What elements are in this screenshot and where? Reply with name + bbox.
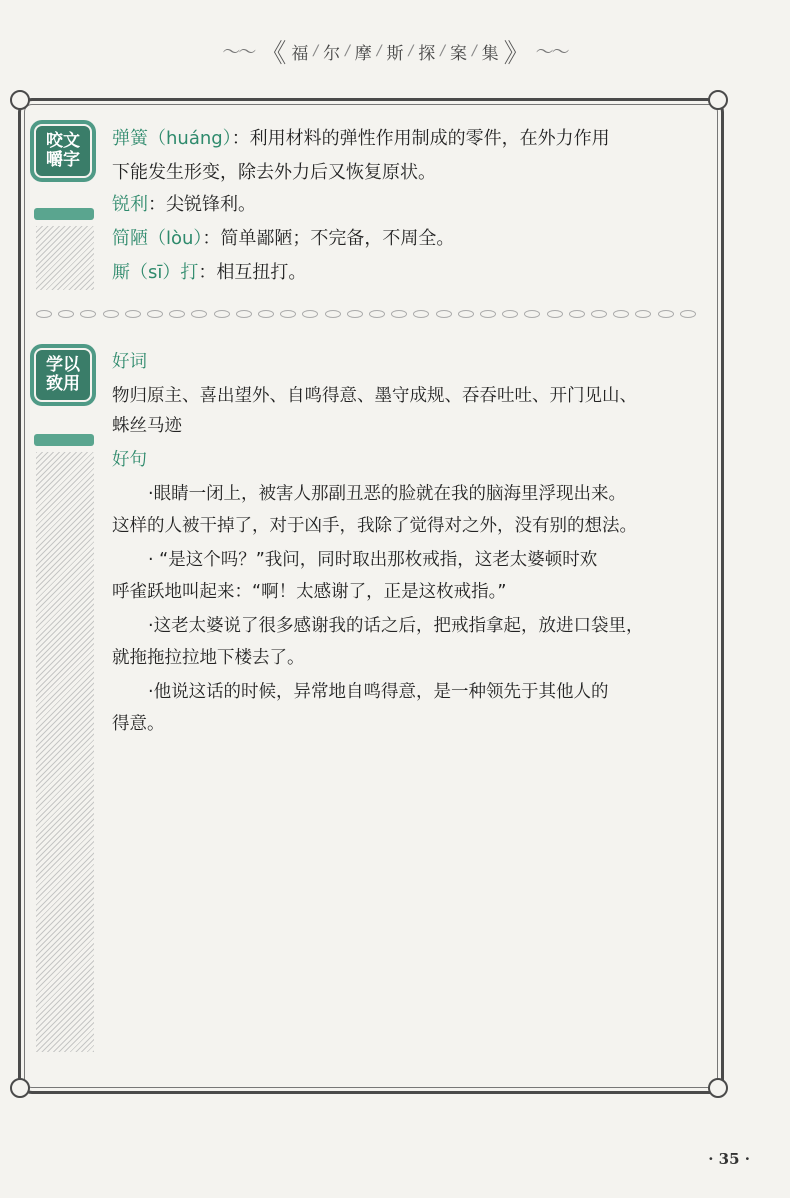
header-wave-left: 〜〜 bbox=[222, 42, 255, 63]
words-line: 蛛丝马迹 bbox=[112, 416, 182, 436]
sentence-line: 呼雀跃地叫起来：“啊！太感谢了，正是这枚戒指。” bbox=[112, 582, 507, 602]
badge-label-line: 咬文 bbox=[46, 131, 80, 151]
glossary-definition: ：相互扭打。 bbox=[198, 262, 307, 283]
glossary-term: 锐利 bbox=[112, 194, 148, 215]
sentence-line: ·他说这话的时候，异常地自鸣得意，是一种领先于其他人的 bbox=[148, 682, 609, 702]
words-line: 物归原主、喜出望外、自鸣得意、墨守成规、吞吞吐吐、开门见山、 bbox=[112, 386, 637, 406]
badge-bar bbox=[34, 208, 94, 220]
sentence-line: ·这老太婆说了很多感谢我的话之后，把戒指拿起，放进口袋里， bbox=[148, 616, 644, 636]
badge-label-line: 学以 bbox=[46, 355, 80, 375]
glossary-term: 弹簧（huáng） bbox=[112, 128, 232, 149]
header-char: 斯 bbox=[386, 43, 404, 64]
running-header bbox=[0, 36, 790, 69]
words-heading: 好词 bbox=[112, 352, 147, 372]
header-bracket-left: 《 bbox=[260, 38, 287, 69]
badge-bar bbox=[34, 434, 94, 446]
glossary-entry bbox=[112, 124, 697, 150]
frame-corner-ornament bbox=[708, 1078, 728, 1098]
page-number: · 35 · bbox=[708, 1150, 750, 1168]
sentences-heading: 好句 bbox=[112, 450, 147, 470]
header-char: 集 bbox=[481, 43, 499, 64]
glossary-entry bbox=[112, 258, 306, 284]
glossary-entry bbox=[112, 224, 454, 250]
glossary-term: 厮（sī）打 bbox=[112, 262, 199, 283]
sentence-line: 得意。 bbox=[112, 714, 165, 734]
badge-vocabulary bbox=[30, 120, 96, 182]
frame-corner-ornament bbox=[10, 1078, 30, 1098]
badge-label-line: 致用 bbox=[46, 374, 80, 394]
sentence-line: 这样的人被干掉了，对于凶手，我除了觉得对之外，没有别的想法。 bbox=[112, 516, 637, 536]
header-char: 案 bbox=[449, 43, 467, 64]
frame-corner-ornament bbox=[708, 90, 728, 110]
hatch-decoration bbox=[36, 452, 94, 1052]
ornamental-divider bbox=[36, 306, 696, 322]
header-wave-right: 〜〜 bbox=[535, 42, 568, 63]
badge-application bbox=[30, 344, 96, 406]
hatch-decoration bbox=[36, 226, 94, 290]
header-char: 尔 bbox=[323, 43, 341, 64]
glossary-term: 简陋（lòu） bbox=[112, 228, 203, 249]
sentence-line: 就拖拖拉拉地下楼去了。 bbox=[112, 648, 305, 668]
glossary-entry-continued bbox=[112, 158, 436, 184]
glossary-definition: ：尖锐锋利。 bbox=[148, 194, 256, 215]
glossary-entry bbox=[112, 190, 256, 216]
header-char: 探 bbox=[418, 43, 436, 64]
glossary-definition: ：简单鄙陋；不完备，不周全。 bbox=[202, 228, 455, 249]
glossary-definition: 下能发生形变，除去外力后又恢复原状。 bbox=[112, 162, 436, 183]
sentence-line: · “是这个吗？”我问，同时取出那枚戒指，这老太婆顿时欢 bbox=[148, 550, 598, 570]
frame-corner-ornament bbox=[10, 90, 30, 110]
header-bracket-right: 》 bbox=[503, 38, 530, 69]
badge-label-line: 嚼字 bbox=[46, 150, 80, 170]
sentence-line: ·眼睛一闭上，被害人那副丑恶的脸就在我的脑海里浮现出来。 bbox=[148, 484, 627, 504]
header-char: 福 bbox=[291, 43, 309, 64]
header-title: 福 / 尔 / 摩 / 斯 / 探 / 案 / 集 bbox=[286, 39, 503, 64]
glossary-definition: ：利用材料的弹性作用制成的零件，在外力作用 bbox=[231, 128, 610, 149]
header-char: 摩 bbox=[354, 43, 372, 64]
